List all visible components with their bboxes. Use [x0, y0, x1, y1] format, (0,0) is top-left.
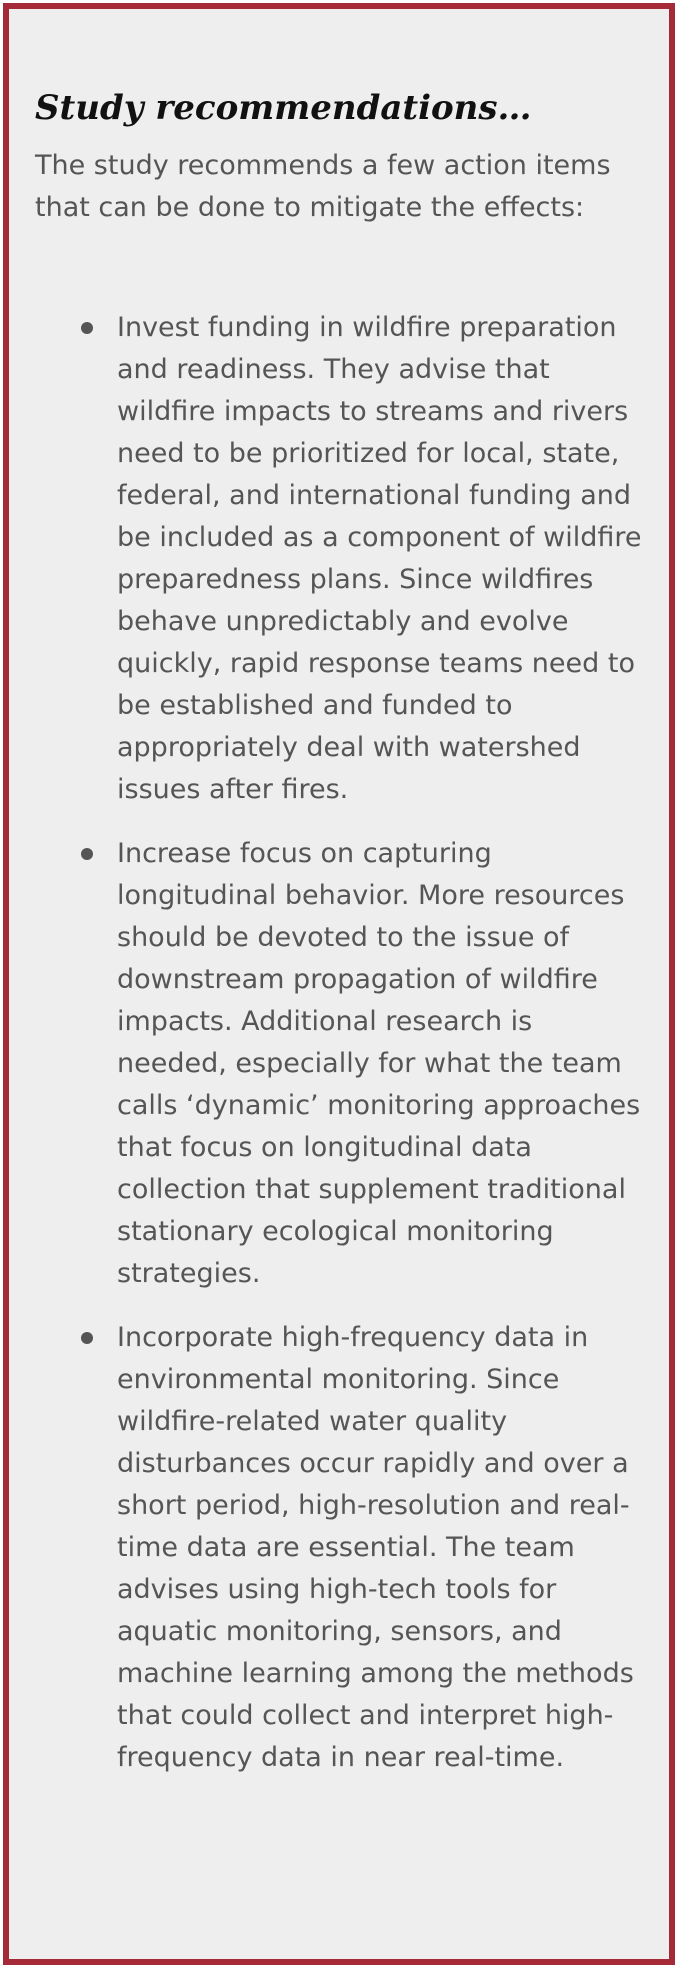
list-item: [117, 833, 643, 1295]
callout-title: Study recommendations…: [35, 88, 532, 128]
list-item-text: Invest funding in wildfire preparation and readiness. They advise that wildfire impacts to streams and rivers need to be prioritized for local, state, federal, and international funding and be included as a component of wildfire preparedness plans. Since wildfires behave unpredictably and evolve quickly, rapid response teams need to be established and funded to appropriately deal with watershed issues after fires.: [117, 312, 642, 805]
list-item: [117, 1317, 643, 1779]
intro-paragraph: The study recommends a few action items that can be done to mitigate the effects:: [35, 150, 611, 223]
list-item-text: Incorporate high-frequency data in environmental monitoring. Since wildfire-related water quality disturbances occur rapidly and over a short period, high-resolution and real-time data are essential. The team advises using high-tech tools for aquatic monitoring, sensors, and machine learning among the methods that could collect and interpret high-frequency data in near real-time.: [117, 1322, 634, 1773]
bullet-icon: [81, 1332, 93, 1344]
bullet-icon: [81, 848, 93, 860]
recommendations-list: [35, 307, 643, 1779]
recommendations-callout: [3, 3, 675, 1965]
list-item-text: Increase focus on capturing longitudinal behavior. More resources should be devoted to the issue of downstream propagation of wildfire impacts. Additional research is needed, especially for what the team calls ‘dynamic’ monitoring approaches that focus on longitudinal data collection that supplement traditional stationary ecological monitoring strategies.: [117, 838, 641, 1289]
bullet-icon: [81, 322, 93, 334]
list-item: [117, 307, 643, 811]
